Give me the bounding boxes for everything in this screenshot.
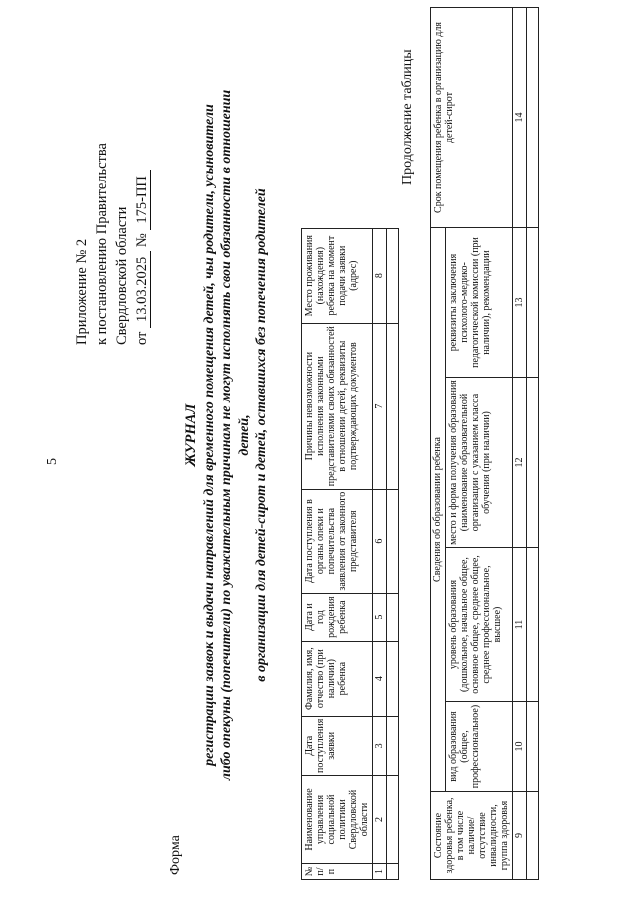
table-cell xyxy=(527,548,539,702)
column-number: 2 xyxy=(373,776,387,864)
table-cell xyxy=(387,489,399,593)
col-header-education-level: уровень образования (дошкольное, начальное общее, основное общее, среднее общее, среднее профессиональное, высшее) xyxy=(445,548,512,702)
col-header-reasons: Причины невозможности исполнения законными представителями своих обязанностей в отношении детей, реквизиты подтверждающих документов xyxy=(302,323,373,489)
date-prefix: от xyxy=(134,331,150,345)
table-cell xyxy=(387,228,399,323)
table-cell xyxy=(527,228,539,378)
appendix-line-2: к постановлению Правительства xyxy=(94,143,110,345)
column-number: 8 xyxy=(373,228,387,323)
journal-heading: ЖУРНАЛ xyxy=(183,403,199,467)
form-label: Форма xyxy=(168,835,183,875)
column-number: 9 xyxy=(513,792,527,880)
column-number: 13 xyxy=(513,228,527,378)
number-prefix: № xyxy=(134,233,150,248)
registration-table xyxy=(301,228,399,880)
column-number: 6 xyxy=(373,489,387,593)
col-header-guardianship-date: Дата поступления в органы опеки и попечительства заявления от законного представителя xyxy=(302,489,373,593)
col-header-residence: Место проживания (нахождения) ребенка на момент подачи заявки (адрес) xyxy=(302,228,373,323)
table-cell xyxy=(387,323,399,489)
col-header-commission-details: реквизиты заключения психолого-медико-педагогической комиссии (при наличии), рекомендации xyxy=(445,228,512,378)
column-number: 5 xyxy=(373,593,387,641)
column-number: 12 xyxy=(513,378,527,548)
table-cell xyxy=(387,641,399,716)
col-header-education-place: место и форма получения образования (наименование образовательной организации с указанием класса обучения (при наличии) xyxy=(445,378,512,548)
continuation-table xyxy=(430,7,539,880)
empty-data-row xyxy=(387,228,399,879)
table-cell xyxy=(527,792,539,880)
continuation-label: Продолжение таблицы xyxy=(400,49,415,185)
title-line-3: в организации для детей-сирот и детей, оставшихся без попечения родителей xyxy=(254,188,269,682)
title-line-1: регистрации заявок и выдачи направлений для временного помещения детей, чьи родители, усыновители xyxy=(201,104,217,766)
column-numbers-row xyxy=(373,228,387,879)
appendix-line-3: Свердловской области xyxy=(114,206,130,345)
appendix-line-1: Приложение № 2 xyxy=(74,238,90,345)
header-row xyxy=(302,228,373,879)
title-line-2: либо опекуны (попечители) по уважительным причинам не могут исполнять свои обязанности в отношении детей, xyxy=(219,89,252,781)
col-header-child-name: Фамилия, имя, отчество (при наличии) ребенка xyxy=(302,641,373,716)
col-header-education-type: вид образования (общее, профессиональное) xyxy=(445,702,512,792)
empty-data-row xyxy=(527,8,539,880)
table-cell xyxy=(527,378,539,548)
table-cell xyxy=(387,864,399,880)
table-cell xyxy=(387,716,399,775)
group-header-row xyxy=(431,8,446,880)
table-cell xyxy=(387,776,399,864)
resolution-number: 175-ПП xyxy=(134,170,151,230)
column-number: 14 xyxy=(513,8,527,228)
col-header-number: № п/п xyxy=(302,864,373,880)
column-number: 4 xyxy=(373,641,387,716)
column-number: 3 xyxy=(373,716,387,775)
col-header-placement-term: Срок помещения ребенка в организацию для детей-сирот xyxy=(431,8,513,228)
col-header-social-policy-office: Наименование управления социальной политики Свердловской области xyxy=(302,776,373,864)
education-group-header: Сведения об образовании ребенка xyxy=(431,228,446,792)
column-number: 1 xyxy=(373,864,387,880)
column-number: 7 xyxy=(373,323,387,489)
table-cell xyxy=(527,702,539,792)
table-cell xyxy=(527,8,539,228)
appendix-date-line xyxy=(132,143,152,345)
column-number: 11 xyxy=(513,548,527,702)
appendix-block xyxy=(72,143,152,345)
col-header-birth-date: Дата и год рождения ребенка xyxy=(302,593,373,641)
col-header-application-date: Дата поступления заявки xyxy=(302,716,373,775)
column-numbers-row xyxy=(513,8,527,880)
journal-title xyxy=(183,85,271,785)
page-number: 5 xyxy=(45,458,60,465)
column-number: 10 xyxy=(513,702,527,792)
col-header-health: Состояние здоровья ребенка, в том числе наличие/отсутствие инвалидности, группа здоровья xyxy=(431,792,513,880)
resolution-date: 13.03.2025 xyxy=(134,251,151,328)
table-cell xyxy=(387,593,399,641)
